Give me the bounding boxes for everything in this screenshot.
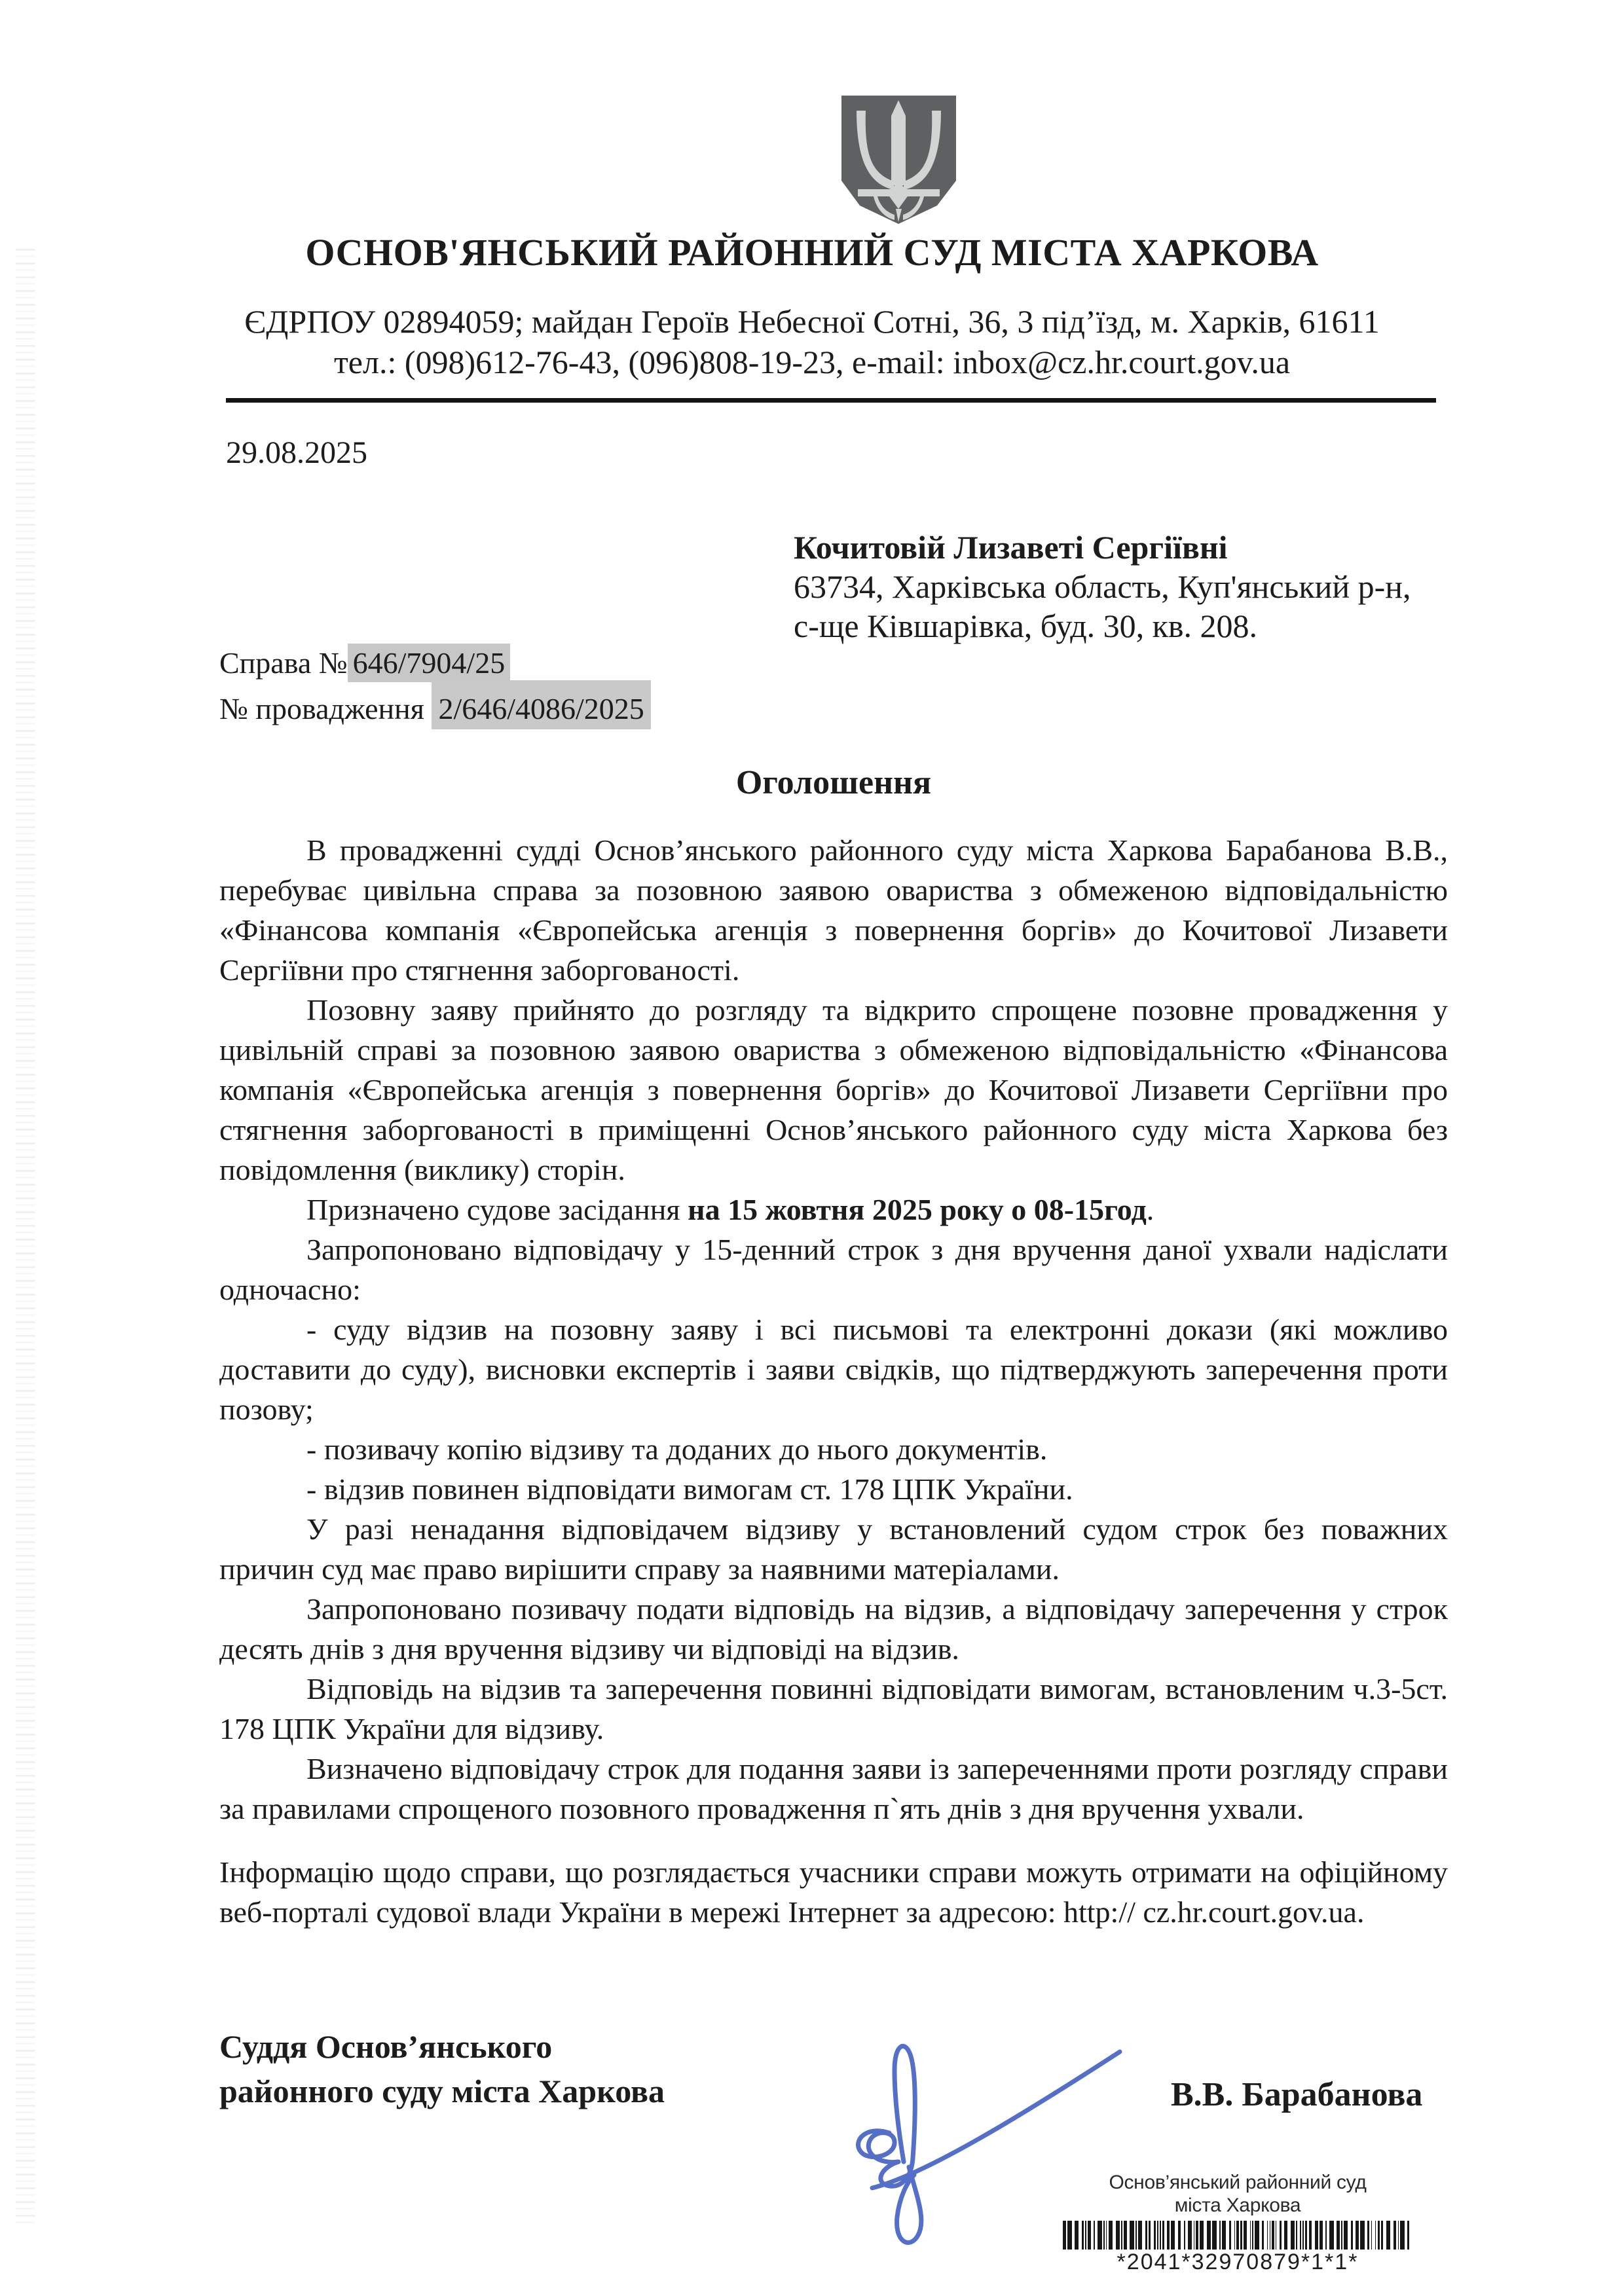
header-court-name: ОСНОВ'ЯНСЬКИЙ РАЙОННИЙ СУД МІСТА ХАРКОВА	[305, 231, 1319, 274]
judge-title-line-2: районного суду міста Харкова	[219, 2073, 665, 2109]
body-paragraph-hearing	[219, 1190, 1448, 1230]
judge-name: В.В. Барабанова	[1171, 2076, 1423, 2113]
document-body	[219, 830, 1448, 1932]
stamp-court-line-2: міста Харкова	[1174, 2195, 1301, 2216]
barcode	[1061, 2221, 1414, 2250]
body-paragraph: Запропоновано позивачу подати відповідь на відзив, а відповідачу заперечення у строк десять днів з дня вручення відзиву чи відповіді на відзив.	[219, 1592, 1448, 1666]
body-list-item: - суду відзив на позовну заяву і всі письмові та електронні докази (які можливо доставити до суду), висновки експертів і заяви свідків, що підтверджують заперечення проти позову;	[219, 1313, 1448, 1426]
recipient-name: Кочитовій Лизаветі Сергіївні	[794, 529, 1228, 566]
body-paragraph: Запропоновано відповідачу у 15-денний строк з дня вручення даної ухвали надіслати одночасно:	[219, 1233, 1448, 1306]
court-stamp-block	[1061, 2171, 1414, 2274]
judge-title-block	[219, 2024, 665, 2113]
header-contact-line: тел.: (098)612-76-43, (096)808-19-23, e-mail: inbox@cz.hr.court.gov.ua	[333, 344, 1291, 380]
proceeding-number-highlight: 2/646/4086/2025	[432, 680, 650, 729]
document-date: 29.08.2025	[226, 435, 367, 470]
hearing-date-bold: на 15 жовтня 2025 року о 08-15год	[688, 1193, 1147, 1226]
hearing-prefix: Призначено судове засідання	[306, 1193, 688, 1226]
case-number-label: Справа №	[219, 646, 348, 680]
proceeding-number-label: № провадження	[219, 692, 432, 725]
ukraine-trident-emblem-icon	[840, 94, 958, 226]
body-list-item: - відзив повинен відповідати вимогам ст. 178 ЦПК України.	[306, 1472, 1073, 1506]
body-paragraph: В провадженні судді Основ’янського районного суду міста Харкова Барабанова В.В., перебуває цивільна справа за позовною заявою овариства з обмеженою відповідальністю «Фінансова компанія «Європейська агенція з повернення боргів» до Кочитової Лизавети Сергіївни про стягнення заборгованості.	[219, 833, 1448, 987]
body-paragraph: Відповідь на відзив та заперечення повинні відповідати вимогам, встановленим ч.3-5ст. 178 ЦПК України для відзиву.	[219, 1672, 1448, 1745]
proceeding-number-line	[219, 686, 651, 732]
case-number-highlight: 646/7904/25	[348, 644, 511, 682]
barcode-value: *2041*32970879*1*1*	[1116, 2250, 1359, 2274]
body-paragraph: Визначено відповідачу строк для подання заяви із запереченнями проти розгляду справи за правилами спрощеного позовного провадження п`ять днів з дня вручення ухвали.	[219, 1752, 1448, 1825]
hearing-suffix: .	[1146, 1193, 1154, 1226]
scan-artifact-strip	[16, 249, 35, 2226]
judge-title-line-1: Суддя Основ’янського	[219, 2028, 553, 2065]
body-paragraph: Позовну заяву прийнято до розгляду та відкрито спрощене позовне провадження у цивільній справі за позовною заявою овариства з обмеженою відповідальністю «Фінансова компанія «Європейська агенція з повернення боргів» до Кочитової Лизавети Сергіївни про стягнення заборгованості в приміщенні Основ’янського районного суду міста Харкова без повідомлення (виклику) сторін.	[219, 993, 1448, 1186]
recipient-address-line-1: 63734, Харківська область, Куп'янський р-н,	[794, 568, 1411, 605]
case-reference-block	[219, 640, 651, 732]
info-paragraph: Інформацію щодо справи, що розглядається учасники справи можуть отримати на офіційному веб-порталі судової влади України в мережі Інтернет за адресою: http:// cz.hr.court.gov.ua.	[219, 1855, 1448, 1929]
header-divider	[226, 398, 1436, 403]
stamp-court-line-1: Основ’янський районний суд	[1109, 2172, 1367, 2193]
header-address-line: ЄДРПОУ 02894059; майдан Героїв Небесної Сотні, 36, 3 під’їзд, м. Харків, 61611	[244, 303, 1380, 340]
body-list-item: - позивачу копію відзиву та доданих до нього документів.	[306, 1432, 1048, 1466]
recipient-block	[794, 528, 1411, 646]
document-title: Оголошення	[735, 764, 932, 801]
case-number-line	[219, 640, 651, 686]
body-paragraph: У разі ненадання відповідачем відзиву у встановлений судом строк без поважних причин суд має право вирішити справу за наявними матеріалами.	[219, 1512, 1448, 1586]
recipient-address-line-2: с-ще Ківшарівка, буд. 30, кв. 208.	[794, 608, 1258, 644]
